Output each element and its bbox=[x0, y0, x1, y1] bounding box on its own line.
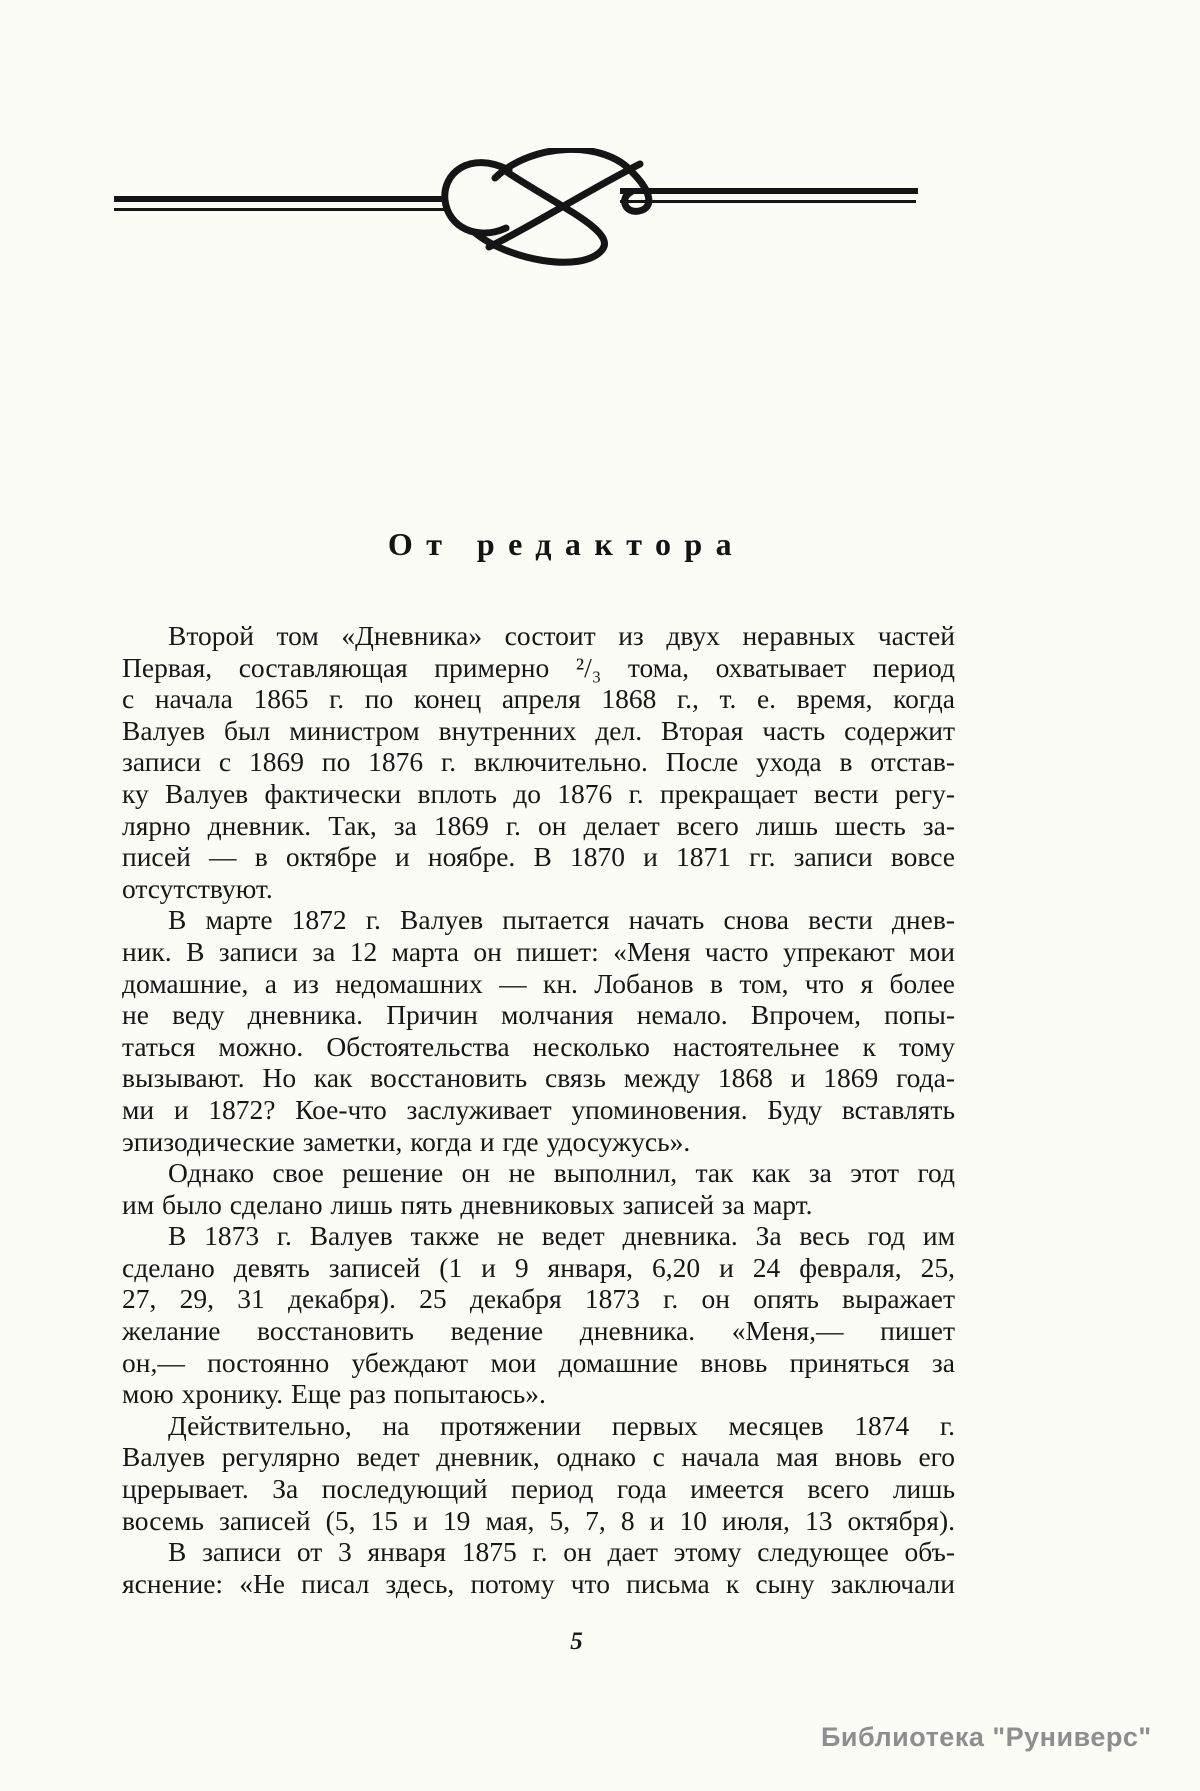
knot-flourish bbox=[445, 149, 649, 262]
left-rule-thick bbox=[114, 196, 446, 202]
text-line: мою хронику. Еще раз попытаюсь». bbox=[122, 1378, 546, 1410]
right-rule-thick bbox=[620, 188, 918, 194]
text-line: Второй том «Дневника» состоит из двух неравных частей bbox=[168, 620, 955, 651]
library-watermark: Библиотека "Руниверс" bbox=[821, 1722, 1152, 1752]
text-line: В 1873 г. Валуев также не ведет дневника. За весь год им bbox=[168, 1220, 955, 1252]
text-line: не веду дневника. Причин молчания немало. Впрочем, попы- bbox=[122, 999, 955, 1031]
text-line: ник. В записи за 12 марта он пишет: «Меня часто упрекают мои bbox=[122, 935, 955, 967]
text-line: с начала 1865 г. по конец апреля 1868 г., т. е. время, когда bbox=[122, 683, 955, 715]
text-line: црерывает. За последующий период года имеется всего лишь bbox=[122, 1473, 955, 1505]
text-line: В марте 1872 г. Валуев пытается начать снова вести днев- bbox=[168, 904, 955, 936]
text-line: писей — в октябре и ноябре. В 1870 и 1871 гг. записи вовсе bbox=[122, 841, 955, 873]
text-line: Однако свое решение он не выполнил, так как за этот год bbox=[168, 1157, 955, 1189]
text-line: 27, 29, 31 декабря). 25 декабря 1873 г. он опять выражает bbox=[122, 1283, 955, 1315]
text-line: он,— постоянно убеждают мои домашние вновь приняться за bbox=[122, 1346, 955, 1378]
text-line: Первая, составляющая примерно ²/₃ тома, охватывает период bbox=[122, 651, 955, 683]
text-line: Действительно, на протяжении первых месяцев 1874 г. bbox=[168, 1409, 955, 1441]
right-rule-thin bbox=[620, 200, 916, 203]
text-line: Валуев был министром внутренних дел. Вторая часть содержит bbox=[122, 714, 955, 746]
text-line: яснение: «Не писал здесь, потому что письма к сыну заключали bbox=[122, 1567, 955, 1599]
text-line: им было сделано лишь пять дневниковых записей за март. bbox=[122, 1188, 813, 1220]
calligraphic-knot-icon bbox=[112, 148, 922, 278]
text-line: отсутствуют. bbox=[122, 872, 273, 904]
text-line: эпизодические заметки, когда и где удосужусь». bbox=[122, 1125, 691, 1157]
text-line: Валуев регулярно ведет дневник, однако с начала мая вновь его bbox=[122, 1441, 955, 1473]
page-number: 5 bbox=[570, 1628, 583, 1655]
page-title: От редактора bbox=[387, 526, 746, 562]
text-line: домашние, а из недомашних — кн. Лобанов в том, что я более bbox=[122, 967, 955, 999]
text-line: желание восстановить ведение дневника. «Меня,— пишет bbox=[122, 1315, 955, 1347]
text-line: В записи от 3 января 1875 г. он дает этому следующее объ- bbox=[168, 1536, 955, 1568]
text-line: таться можно. Обстоятельства несколько настоятельнее к тому bbox=[122, 1030, 955, 1062]
text-line: сделано девять записей (1 и 9 января, 6,20 и 24 февраля, 25, bbox=[122, 1251, 955, 1283]
text-line: записи с 1869 по 1876 г. включительно. После ухода в отстав- bbox=[122, 746, 955, 778]
ornament-divider bbox=[112, 148, 922, 278]
text-line: вызывают. Но как восстановить связь между 1868 и 1869 года- bbox=[122, 1062, 955, 1094]
text-line: восемь записей (5, 15 и 19 мая, 5, 7, 8 и 10 июля, 13 октября). bbox=[122, 1504, 955, 1536]
text-line: ку Валуев фактически вплоть до 1876 г. прекращает вести регу- bbox=[122, 777, 955, 809]
text-line: лярно дневник. Так, за 1869 г. он делает всего лишь шесть за- bbox=[122, 809, 955, 841]
left-rule-thin bbox=[114, 208, 444, 211]
text-line: ми и 1872? Кое-что заслуживает упоминовения. Буду вставлять bbox=[122, 1093, 955, 1125]
body-text bbox=[122, 620, 955, 1599]
